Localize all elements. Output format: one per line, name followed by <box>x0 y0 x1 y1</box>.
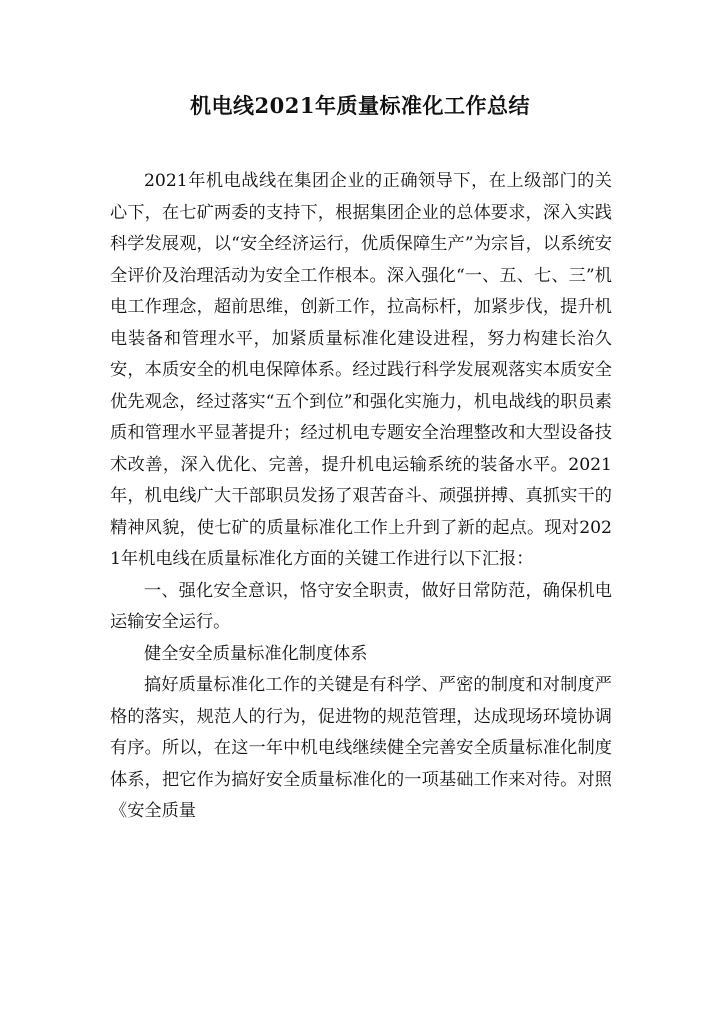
paragraph-subheading: 健全安全质量标准化制度体系 <box>144 643 368 664</box>
document-title: 机电线2021年质量标准化工作总结 <box>190 93 530 118</box>
paragraph-intro: 2021年机电战线在集团企业的正确领导下，在上级部门的关心下，在七矿两委的支持下，根据集团企业的总体要求，深入实践科学发展观，以“安全经济运行，优质保障生产”为宗旨，以系统安全评价及治理活动为安全工作根本。深入强化“一、五、七、三”机电工作理念，超前思维，创新工作，拉高标杆，加紧步伐，提升机电装备和管理水平，加紧质量标准化建设进程，努力构建长治久安，本质安全的机电保障体系。经过践行科学发展观落实本质安全优先观念，经过落实“五个到位”和强化实施力，机电战线的职员素质和管理水平显著提升；经过机电专题安全治理整改和大型设备技术改善，深入优化、完善，提升机电运输系统的装备水平。2021年，机电线广大干部职员发扬了艰苦奋斗、顽强拼搏、真抓实干的精神风貌，使七矿的质量标准化工作上升到了新的起点。现对2021年机电线在质量标准化方面的关键工作进行以下汇报： <box>110 171 612 569</box>
document-body <box>110 166 612 828</box>
paragraph-section-heading: 一、强化安全意识，恪守安全职责，做好日常防范，确保机电运输安全运行。 <box>110 580 612 632</box>
paragraph-body: 搞好质量标准化工作的关键是有科学、严密的制度和对制度严格的落实，规范人的行为，促进物的规范管理，达成现场环境协调有序。所以，在这一年中机电线继续健全完善安全质量标准化制度体系，把它作为搞好安全质量标准化的一项基础工作来对待。对照《安全质量 <box>110 675 612 821</box>
